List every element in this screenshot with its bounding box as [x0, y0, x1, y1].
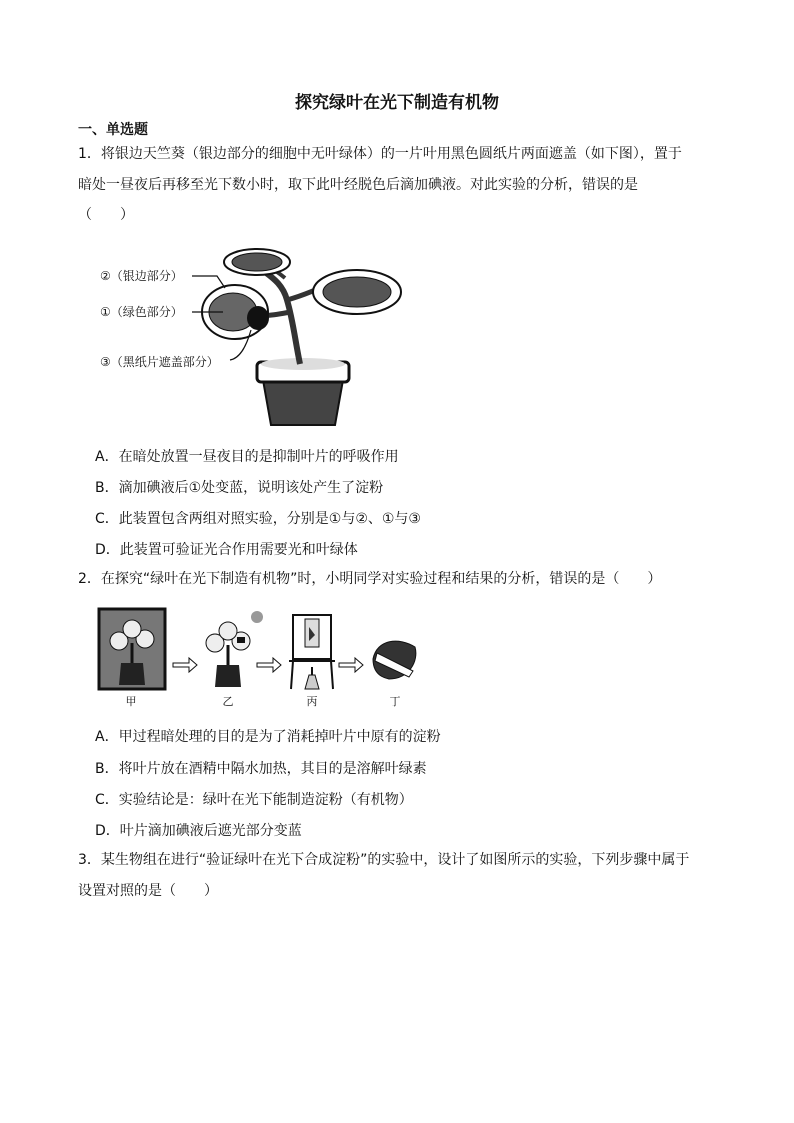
q2-option-c[interactable]: C．实验结论是：绿叶在光下能制造淀粉（有机物）	[95, 792, 413, 808]
label-green-part: ①（绿色部分）	[100, 305, 183, 319]
q2-option-b[interactable]: B．将叶片放在酒精中隔水加热，其目的是溶解叶绿素	[95, 761, 427, 777]
q3-stem-line-2: 设置对照的是（ ）	[78, 883, 218, 899]
q1-stem-line-1: 1．将银边天竺葵（银边部分的细胞中无叶绿体）的一片叶用黑色圆纸片两面遮盖（如下图），置于	[78, 146, 682, 162]
pot-icon	[263, 380, 343, 425]
q1-option-a[interactable]: A．在暗处放置一昼夜目的是抑制叶片的呼吸作用	[95, 449, 399, 465]
section-heading: 一、单选题	[78, 122, 148, 138]
q2-figure-experiment-steps	[97, 605, 427, 710]
sun-icon	[251, 611, 263, 623]
q1-option-c[interactable]: C．此装置包含两组对照实验，分别是①与②、①与③	[95, 511, 421, 527]
stem	[265, 272, 300, 364]
arrow-icon	[257, 658, 281, 672]
black-paper-cover	[247, 306, 269, 330]
page-title: 探究绿叶在光下制造有机物	[295, 93, 499, 113]
arrow-icon	[173, 658, 197, 672]
q2-stem-line-1: 2．在探究“绿叶在光下制造有机物”时，小明同学对实验过程和结果的分析，错误的是（ ）	[78, 571, 662, 587]
q1-answer-blank: （ ）	[78, 207, 134, 223]
q1-figure-plant-diagram	[95, 240, 445, 430]
arrow-icon	[339, 658, 363, 672]
q1-stem-line-2: 暗处一昼夜后再移至光下数小时，取下此叶经脱色后滴加碘液。对此实验的分析，错误的是	[78, 177, 638, 193]
label-covered-part: ③（黑纸片遮盖部分）	[100, 355, 219, 369]
q1-option-b[interactable]: B．滴加碘液后①处变蓝，说明该处产生了淀粉	[95, 480, 384, 496]
label-silver-edge: ②（银边部分）	[100, 269, 183, 283]
q2-option-a[interactable]: A．甲过程暗处理的目的是为了消耗掉叶片中原有的淀粉	[95, 729, 441, 745]
label-jia: 甲	[125, 695, 137, 708]
label-bing: 丙	[306, 695, 318, 708]
label-ding: 丁	[389, 695, 401, 708]
q1-option-d[interactable]: D．此装置可验证光合作用需要光和叶绿体	[95, 542, 358, 558]
q2-option-d[interactable]: D．叶片滴加碘液后遮光部分变蓝	[95, 823, 302, 839]
label-yi: 乙	[222, 695, 234, 708]
q3-stem-line-1: 3．某生物组在进行“验证绿叶在光下合成淀粉”的实验中，设计了如图所示的实验，下列步骤中属于	[78, 852, 690, 868]
